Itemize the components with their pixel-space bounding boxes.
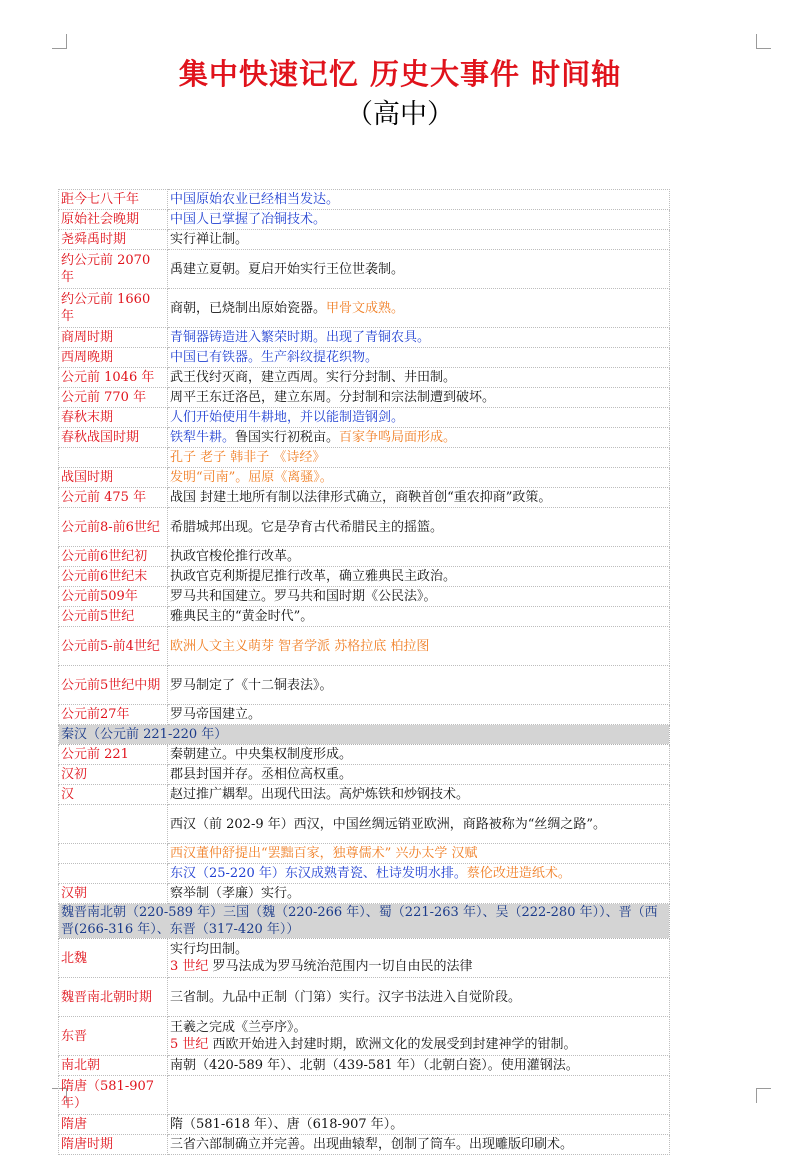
timeline-row [59,230,670,250]
timeline-date: 公元前 475 年 [59,488,168,508]
crop-mark-top-left [52,34,67,49]
timeline-row [59,547,670,567]
event-text: 雅典民主的“黄金时代”。 [170,609,314,624]
timeline-date: 北魏 [59,939,168,978]
event-text: 执政官梭伦推行改革。 [170,549,301,564]
timeline-row [59,705,670,725]
event-text: 实行均田制。 [170,942,249,957]
event-text: 郡县封国并存。丞相位高权重。 [170,767,353,782]
timeline-row [59,939,670,978]
timeline-row [59,805,670,844]
event-text: 发明“司南”。屈原《离骚》。 [170,470,333,485]
timeline-event [168,348,670,368]
timeline-row [59,250,670,289]
event-text: 执政官克利斯提尼推行改革，确立雅典民主政治。 [170,569,457,584]
timeline-row [59,328,670,348]
timeline-date [59,864,168,884]
timeline-event [168,705,670,725]
timeline-row [59,368,670,388]
timeline-row [59,666,670,705]
timeline-row [59,448,670,468]
event-text: 三省制。九品中正制（门第）实行。汉字书法进入自觉阶段。 [170,989,522,1005]
event-text: 欧洲人文主义萌芽 智者学派 苏格拉底 柏拉图 [170,638,430,654]
timeline-row [59,210,670,230]
timeline-row [59,190,670,210]
event-text: 3 世纪 [170,959,209,974]
event-text: 鲁国实行初税亩。 [235,430,340,445]
timeline-date: 约公元前 2070 年 [59,250,168,289]
timeline-event [168,448,670,468]
timeline-event [168,388,670,408]
timeline-event [168,230,670,250]
timeline-date: 隋唐时期 [59,1135,168,1155]
event-text: 孔子 老子 韩非子 《诗经》 [170,450,326,465]
crop-mark-top-right [756,34,771,49]
timeline-row [59,1115,670,1135]
section-header-row [59,725,670,745]
event-text: 中国人已掌握了冶铜技术。 [170,212,327,227]
timeline-date: 公元前6世纪末 [59,567,168,587]
timeline-event [168,190,670,210]
timeline-date: 公元前509年 [59,587,168,607]
timeline-event [168,844,670,864]
timeline-event [168,939,670,978]
event-text: 三省六部制确立并完善。出现曲辕犁，创制了筒车。出现雕版印刷术。 [170,1137,574,1152]
timeline-event [168,250,670,289]
timeline-date: 公元前5世纪 [59,607,168,627]
timeline-event [168,428,670,448]
timeline-row [59,884,670,904]
event-text: 王羲之完成《兰亭序》。 [170,1020,307,1035]
event-text: 禹建立夏朝。夏启开始实行王位世袭制。 [170,261,405,277]
timeline-date: 公元前 770 年 [59,388,168,408]
timeline-date: 公元前5世纪中期 [59,666,168,705]
timeline-event [168,805,670,844]
timeline-row [59,468,670,488]
timeline-date: 战国时期 [59,468,168,488]
event-text: 甲骨文成熟。 [326,300,405,316]
event-text: 隋（581-618 年）、唐（618-907 年）。 [170,1117,404,1132]
timeline-row [59,587,670,607]
event-text: 察举制（孝廉）实行。 [170,886,301,901]
event-text: 罗马共和国建立。罗马共和国时期《公民法》。 [170,589,437,604]
timeline-event [168,587,670,607]
event-text: 中国已有铁器。生产斜纹提花织物。 [170,350,379,365]
timeline-date: 商周时期 [59,328,168,348]
timeline-date: 隋唐 [59,1115,168,1135]
timeline-row [59,745,670,765]
timeline-row [59,627,670,666]
timeline-date: 公元前 221 [59,745,168,765]
timeline-row [59,1017,670,1056]
timeline-date: 尧舜禹时期 [59,230,168,250]
event-text: 希腊城邦出现。它是孕育古代希腊民主的摇篮。 [170,519,444,535]
timeline-row [59,1135,670,1155]
timeline-row [59,388,670,408]
event-text: 秦朝建立。中央集权制度形成。 [170,747,353,762]
timeline-row [59,488,670,508]
timeline-event [168,765,670,785]
timeline-date: 公元前6世纪初 [59,547,168,567]
timeline-row [59,428,670,448]
timeline-date: 公元前27年 [59,705,168,725]
timeline-date: 公元前5-前4世纪 [59,627,168,666]
timeline-event [168,884,670,904]
timeline-date: 南北朝 [59,1056,168,1076]
timeline-table [58,189,670,1155]
timeline-date: 春秋末期 [59,408,168,428]
timeline-row [59,978,670,1017]
timeline-row [59,289,670,328]
event-text: 周平王东迁洛邑，建立东周。分封制和宗法制遭到破坏。 [170,390,496,405]
timeline-row [59,1056,670,1076]
timeline-event [168,567,670,587]
timeline-date: 汉 [59,785,168,805]
event-text: 武王伐纣灭商，建立西周。实行分封制、井田制。 [170,370,457,385]
timeline-row [59,508,670,547]
timeline-event [168,978,670,1017]
timeline-date: 汉朝 [59,884,168,904]
timeline-row [59,844,670,864]
timeline-event [168,508,670,547]
timeline-event [168,210,670,230]
timeline-date: 隋唐（581-907 年） [59,1076,168,1115]
timeline-event [168,468,670,488]
timeline-event [168,1076,670,1115]
timeline-row [59,408,670,428]
timeline-body [59,190,670,1155]
timeline-date: 东晋 [59,1017,168,1056]
event-text: 罗马法成为罗马统治范围内一切自由民的法律 [208,959,473,974]
event-text: 实行禅让制。 [170,232,249,247]
event-text: 青铜器铸造进入繁荣时期。出现了青铜农具。 [170,330,431,345]
timeline-row [59,785,670,805]
section-header: 魏晋南北朝（220-589 年）三国（魏（220-266 年）、蜀（221-263 年）、吴（222-280 年））、晋（西晋(266-316 年）、东晋（317-420 年）） [59,904,670,939]
event-text: 铁犁牛耕。 [170,430,236,445]
timeline-date: 原始社会晚期 [59,210,168,230]
event-text: 东汉（25-220 年）东汉成熟青瓷、杜诗发明水排。 [170,866,467,881]
timeline-event [168,1056,670,1076]
timeline-event [168,785,670,805]
event-text: 中国原始农业已经相当发达。 [170,192,340,207]
event-text: 5 世纪 [170,1037,209,1052]
timeline-date: 公元前8-前6世纪 [59,508,168,547]
timeline-event [168,1135,670,1155]
timeline-event [168,1017,670,1056]
timeline-date [59,805,168,844]
timeline-event [168,745,670,765]
timeline-date: 春秋战国时期 [59,428,168,448]
timeline-row [59,1076,670,1115]
event-text: 罗马帝国建立。 [170,707,262,722]
timeline-event [168,547,670,567]
event-text: 人们开始使用牛耕地，并以能制造钢剑。 [170,410,405,425]
section-header: 秦汉（公元前 221-220 年） [59,725,670,745]
timeline-event [168,488,670,508]
timeline-row [59,765,670,785]
timeline-date: 汉初 [59,765,168,785]
timeline-row [59,567,670,587]
page-subtitle: （高中） [346,99,454,130]
timeline-event [168,666,670,705]
timeline-event [168,864,670,884]
timeline-event [168,368,670,388]
timeline-row [59,348,670,368]
event-text: 南朝（420-589 年）、北朝（439-581 年）（北朝白瓷）。使用灌钢法。 [170,1058,579,1073]
event-text: 蔡伦改进造纸术。 [466,866,571,881]
page-title: 集中快速记忆 历史大事件 时间轴 [178,57,622,91]
timeline-date: 西周晚期 [59,348,168,368]
event-text: 百家争鸣局面形成。 [339,430,457,445]
event-text: 罗马制定了《十二铜表法》。 [170,677,333,693]
timeline-event [168,289,670,328]
event-text: 战国 封建土地所有制以法律形式确立，商鞅首创“重农抑商”政策。 [170,490,552,505]
timeline-event [168,627,670,666]
timeline-date [59,844,168,864]
timeline-date: 距今七八千年 [59,190,168,210]
timeline-date: 公元前 1046 年 [59,368,168,388]
timeline-date: 约公元前 1660 年 [59,289,168,328]
timeline-date: 魏晋南北朝时期 [59,978,168,1017]
timeline-date [59,448,168,468]
timeline-event [168,1115,670,1135]
event-text: 西汉（前 202-9 年）西汉，中国丝绸远销亚欧洲，商路被称为“丝绸之路”。 [170,816,607,832]
timeline-event [168,408,670,428]
timeline-event [168,328,670,348]
event-text: 西欧开始进入封建时期，欧洲文化的发展受到封建神学的钳制。 [208,1037,577,1052]
event-text: 西汉董仲舒提出“罢黜百家，独尊儒术” 兴办太学 汉赋 [170,846,478,861]
timeline-event [168,607,670,627]
section-header-row [59,904,670,939]
timeline-row [59,607,670,627]
event-text: 商朝，已烧制出原始瓷器。 [170,300,327,316]
timeline-row [59,864,670,884]
crop-mark-bottom-right [756,1088,771,1103]
event-text: 赵过推广耦犁。出现代田法。高炉炼铁和炒钢技术。 [170,787,470,802]
